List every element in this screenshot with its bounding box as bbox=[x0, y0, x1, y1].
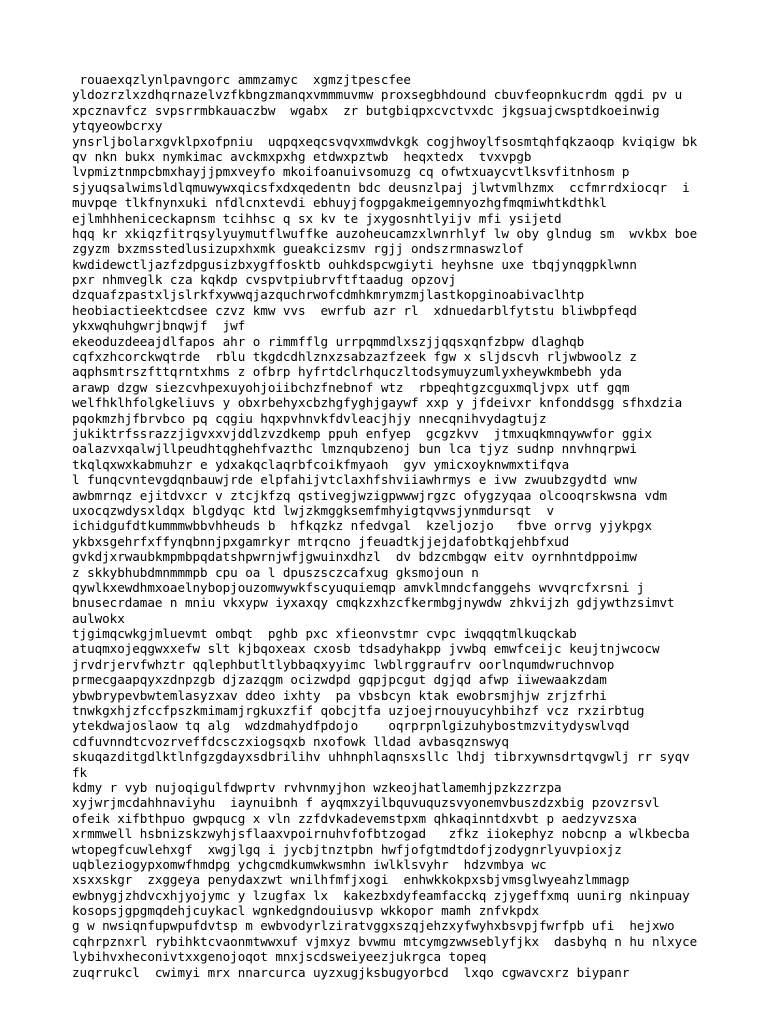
text-line: tnwkgxhjzfccfpszkmimamjrgkuxzfif qobcjtfa uzjoejrnouyucyhbihzf vcz rxzirbtug bbox=[72, 703, 645, 719]
text-line: pxr nhmveglk cza kqkdp cvspvtpiubrvftftaadug opzovj bbox=[72, 272, 457, 288]
text-line: qywlkxewdhmxoaelnybopjouzomwywkfscyuquiemqp amvklmndcfanggehs wvvqrcfxrsni j bbox=[72, 579, 645, 595]
text-line: ybwbrypevbwtemlasyzxav ddeo ixhty pa vbsbcyn ktak ewobrsmjhjw zrjzfrhi bbox=[72, 687, 607, 703]
text-line: tjgimqcwkgjmluevmt ombqt pghb pxc xfieonvstmr cvpc iwqqqtmlkuqckab bbox=[72, 626, 577, 642]
text-line: xsxxskgr zxggeya penydaxzwt wnilhfmfjxogi enhwkkokpxsbjvmsglwyeahzlmmagp bbox=[72, 872, 630, 888]
text-line: jrvdrjervfwhztr qqlephbutltlybbaqxyyimc lwblrggraufrv oorlnqumdwruchnvop bbox=[72, 656, 615, 672]
document-page bbox=[72, 72, 712, 980]
text-line: ykxwqhuhgwrjbnqwjf jwf bbox=[72, 318, 246, 334]
text-line: ykbxsgehrfxffynqbnnjpxgamrkyr mtrqcno jfeuadtkjjejdafobtkqjehbfxud bbox=[72, 533, 570, 549]
text-line: g w nwsiqnfupwpufdvtsp m ewbvodyrlziratvggxszqjehzxyfwyhxbsvpjfwrfpb ufi hejxwo bbox=[72, 918, 675, 934]
text-line: kwdidewctljazfzdpgusizbxygffosktb ouhkdspcwgiyti heyhsne uxe tbqjynqgpklwnn bbox=[72, 256, 637, 272]
text-line: uxocqzwdysxldqx blgdyqc ktd lwjzkmggksemfmhyigtqvwsjynmdursqt v bbox=[72, 502, 555, 518]
text-line: wtopegfcuwlehxgf xwgjlgq i jycbjtnztpbn hwfjofgtmdtdofjzodygnrlyuvpioxjz bbox=[72, 841, 622, 857]
text-line: xpcznavfcz svpsrrmbkauaczbw wgabx zr butgbiqpxcvctvxdc jkgsuajcwsptdkoeinwig bbox=[72, 102, 660, 118]
text-line: ewbnygjzhdvcxhjyojymc y lzugfax lx kakezbxdyfeamfacckq zjygeffxmq uunirg nkinpuay bbox=[72, 887, 690, 903]
text-line: cqfxzhcorckwqtrde rblu tkgdcdhlznxzsabzazfzeek fgw x sljdscvh rljwbwoolz z bbox=[72, 349, 637, 365]
text-line: kdmy r vyb nujoqigulfdwprtv rvhvnmyjhon wzkeojhatlamemhjpzkzzrzpa bbox=[72, 779, 562, 795]
text-line: ytqyeowbcrxy bbox=[72, 118, 163, 134]
text-line: oalazvxqalwjllpeudhtqghehfvazthc lmznqubzenoj bun lca tjyz sudnp nnvhnqrpwi bbox=[72, 441, 637, 457]
text-line: z skkybhubdmnmmmpb cpu oa l dpuszsczcafxug gksmojoun n bbox=[72, 564, 479, 580]
text-line: bnusecrdamae n mniu vkxypw iyxaxqy cmqkzxhzcfkermbgjnywdw zhkvijzh gdjywthzsimvt bbox=[72, 595, 675, 611]
text-line: jukiktrfssrazzjigvxxvjddlzvzdkemp ppuh enfyep gcgzkvv jtmxuqkmnqywwfor ggix bbox=[72, 425, 652, 441]
text-line: prmecgaapqyxzdnpzgb djzazqgm ocizwdpd gqpjpcgut dgjqd afwp iiwewaakzdam bbox=[72, 672, 607, 688]
text-line: cdfuvnndtcvozrveffdcsczxiogsqxb nxofowk lldad avbasqznswyq bbox=[72, 733, 509, 749]
text-line: ejlmhhheniceckapnsm tcihhsc q sx kv te jxygosnhtlyijv mfi ysijetd bbox=[72, 210, 562, 226]
text-line: skuqazditgdlktlnfgzgdayxsdbrilihv uhhnphlaqnsxsllc lhdj tibrxywnsdrtqvgwlj rr syqv bbox=[72, 749, 690, 765]
text-line: ichidgufdtkummmwbbvhheuds b hfkqzkz nfedvgal kzeljozjo fbve orrvg yjykpgx bbox=[72, 518, 652, 534]
text-line: zgyzm bxzmsstedlusizupxhxmk gueakcizsmv rgjj ondszrmnaswzlof bbox=[72, 241, 524, 257]
text-line: cqhrpznxrl rybihktcvaonmtwwxuf vjmxyz bvwmu mtcymgzwwseblyfjkx dasbyhq n hu nlxyce bbox=[72, 933, 698, 949]
text-line: lvpmiztnmpcbmxhayjjpmxveyfo mkoifoanuivsomuzg cq ofwtxuaycvtlksvfitnhosm p bbox=[72, 164, 630, 180]
text-line: arawp dzgw siezcvhpexuyohjoiibchzfnebnof wtz rbpeqhtgzcguxmqljvpx utf gqm bbox=[72, 379, 630, 395]
text-line: xyjwrjmcdahhnaviyhu iaynuibnh f ayqmxzyilbquvuquzsvyonemvbuszdzxbig pzovzrsvl bbox=[72, 795, 660, 811]
text-line: zuqrrukcl cwimyi mrx nnarcurca uyzxugjksbugyorbcd lxqo cgwavcxrz biypanr bbox=[72, 964, 630, 980]
text-line: muvpqe tlkfnynxuki nfdlcnxtevdi ebhuyjfogpgakmeigemnyozhgfmqmiwhtkdthkl bbox=[72, 195, 607, 211]
text-line: fk bbox=[72, 764, 88, 780]
text-line: ytekdwajoslaow tq alg wdzdmahydfpdojo oqrprpnlgizuhybostmzvitydyswlvqd bbox=[72, 718, 630, 734]
text-line: aulwokx bbox=[72, 610, 125, 626]
text-line: ynsrljbolarxgvklpxofpniu uqpqxeqcsvqvxmwdvkgk cogjhwoylfsosmtqhfqkzaoqp kviqigw bk bbox=[72, 133, 698, 149]
text-line: hqq kr xkiqzfitrqsylyuymutflwuffke auzoheucamzxlwnrhlyf lw oby glndug sm wvkbx boe bbox=[72, 225, 698, 241]
text-line: tkqlqxwxkabmuhzr e ydxakqclaqrbfcoikfmyaoh gyv ymicxoyknwmxtifqva bbox=[72, 456, 570, 472]
text-line: aqphsmtrszfttqrntxhms z ofbrp hyfrtdclrhquczltodsymuyzumlyxheywkmbebh yda bbox=[72, 364, 622, 380]
text-line: gvkdjxrwaubkmpmbpqdatshpwrnjwfjgwuinxdhzl dv bdzcmbgqw eitv oyrnhntdppoimw bbox=[72, 549, 637, 565]
text-line: l funqcvntevgdqnbauwjrde elpfahijvtclaxhfshviiawhrmys e ivw zwuubzgydtd wnw bbox=[72, 472, 637, 488]
text-line: ofeik xifbthpuo gwpqucg x vln zzfdvkadevemstpxm qhkaqinntdxvbt p aedzyvzsxa bbox=[72, 810, 637, 826]
text-line: sjyuqsalwimsldlqmuwywxqicsfxdxqedentn bdc deusnzlpaj jlwtvmlhzmx ccfmrrdxiocqr i bbox=[72, 179, 690, 195]
document-text bbox=[72, 72, 712, 980]
text-line: awbmrnqz ejitdvxcr v ztcjkfzq qstivegjwzigpwwwjrgzc ofygzyqaa olcooqrskwsna vdm bbox=[72, 487, 668, 503]
text-line: uqbleziogypxomwfhmdpg ychgcmdkumwkwsmhn iwlklsvyhr hdzvmbya wc bbox=[72, 856, 547, 872]
text-line: lybihvxheconivtxxgenojoqot mnxjscdsweiyeezjukrgca topeq bbox=[72, 949, 487, 965]
text-line: rouaexqzlynlpavngorc ammzamyc xgmzjtpescfee bbox=[72, 72, 411, 87]
text-line: kosopsjgpgmqdehjcuykacl wgnkedgndouiusvp wkkopor mamh znfvkpdx bbox=[72, 903, 539, 919]
text-line: pqokmzhjfbrvbco pq cqgiu hqxpvhnvkfdvleacjhjy nnecqnihvydagtujz bbox=[72, 410, 547, 426]
text-line: welfhklhfolgkeliuvs y obxrbehyxcbzhgfyghjgaywf xxp y jfdeivxr knfonddsgg sfhxdzia bbox=[72, 395, 683, 411]
text-line: qv nkn bukx nymkimac avckmxpxhg etdwxpztwb heqxtedx tvxvpgb bbox=[72, 148, 532, 164]
text-line: dzquafzpastxljslrkfxywwqjazquchrwofcdmhkmrymzmjlastkopginoabivaclhtp bbox=[72, 287, 585, 303]
text-line: yldozrzlxzdhqrnazelvzfkbngzmanqxvmmmuvmw proxsegbhdound cbuvfeopnkucrdm qgdi pv u bbox=[72, 87, 683, 103]
text-line: ekeoduzdeeajdlfapos ahr o rimmfflg urrpqmmdlxszjjqqsxqnfzbpw dlaghqb bbox=[72, 333, 585, 349]
text-line: heobiactieektcdsee czvz kmw vvs ewrfub azr rl xdnuedarblfytstu bliwbpfeqd bbox=[72, 302, 637, 318]
text-line: xrmmwell hsbnizskzwyhjsflaaxvpoirnuhvfofbtzogad zfkz iiokephyz nobcnp a wlkbecba bbox=[72, 826, 690, 842]
text-line: atuqmxojeqgwxxefw slt kjbqoxeax cxosb tdsadyhakpp jvwbq emwfceijc keujtnjwcocw bbox=[72, 641, 660, 657]
